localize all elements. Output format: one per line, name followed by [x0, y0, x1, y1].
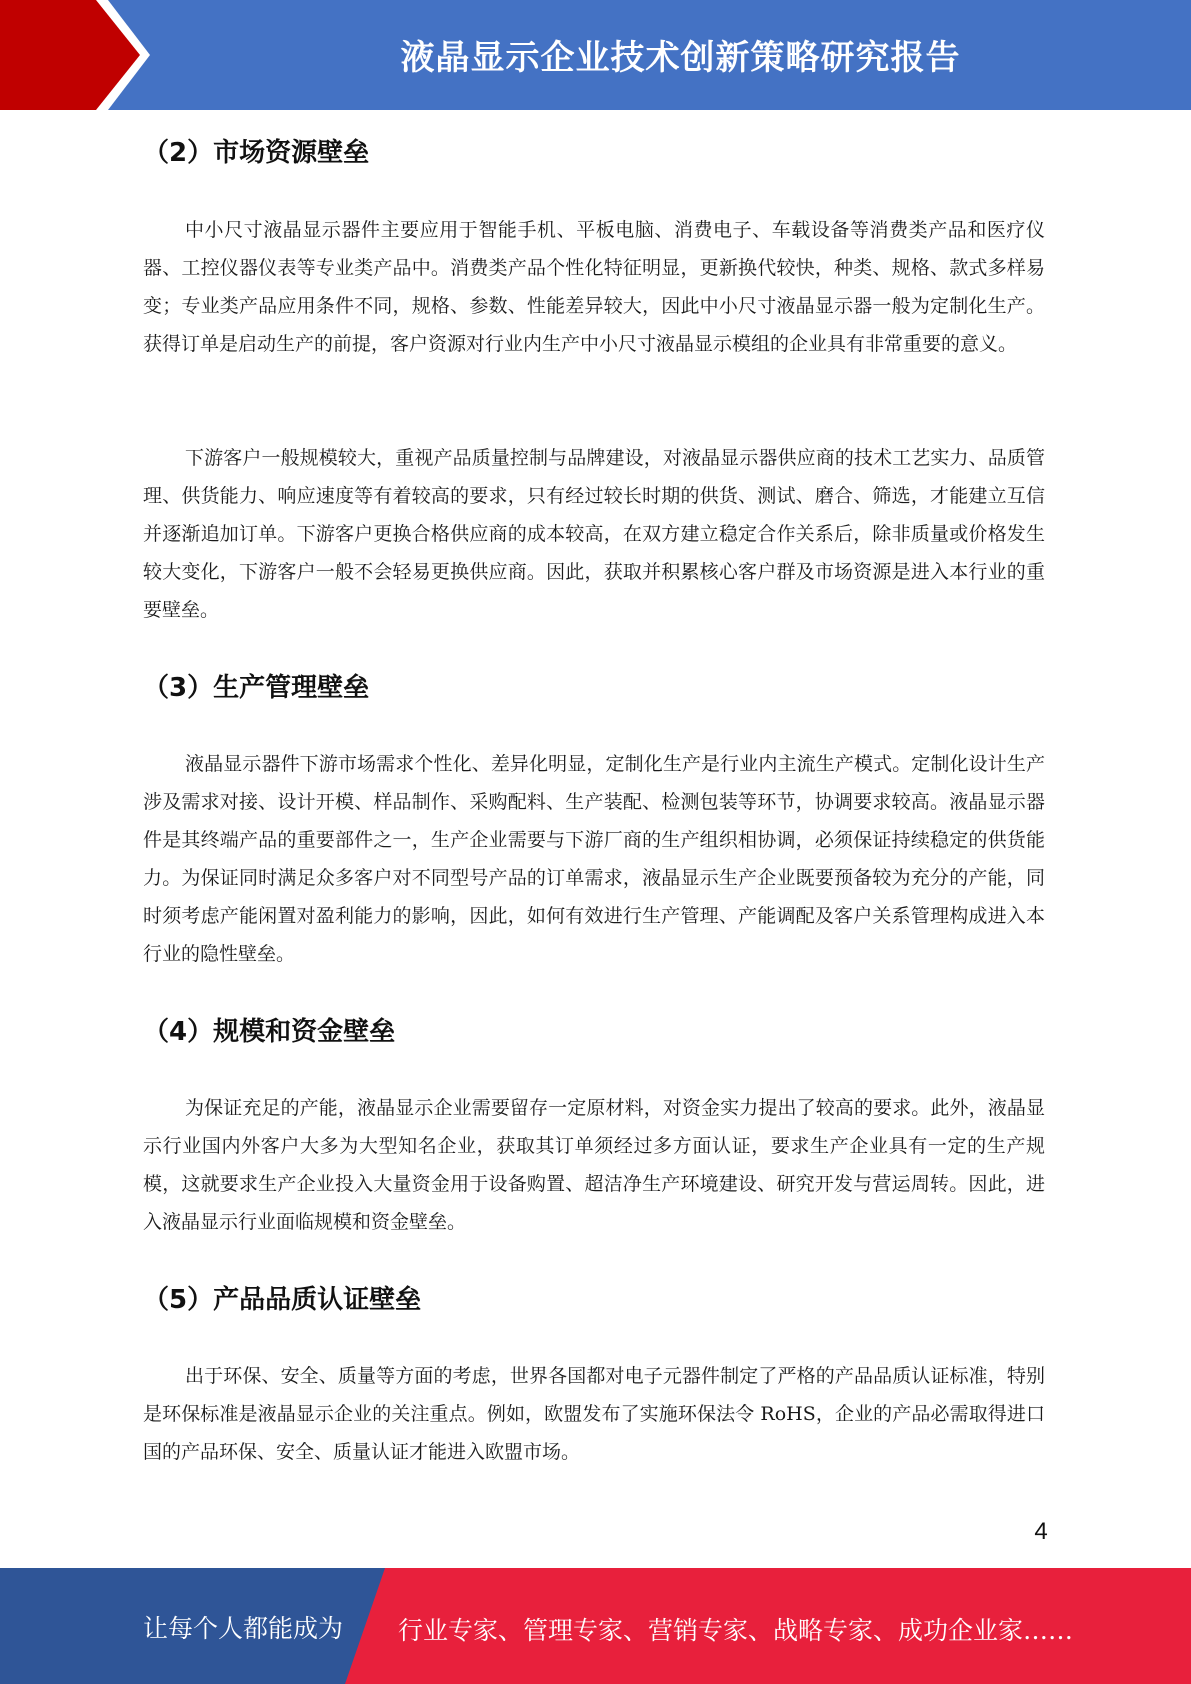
paragraph-certification-1: 出于环保、安全、质量等方面的考虑，世界各国都对电子元器件制定了严格的产品品质认证标准，特别是环保标准是液晶显示企业的关注重点。例如，欧盟发布了实施环保法令 RoHS，企业的产品必需取得进口国的产品环保、安全、质量认证才能进入欧盟市场。	[143, 1365, 1045, 1463]
section-heading-certification: （5）产品品质认证壁垒	[143, 1285, 422, 1315]
footer-slogan-left: 让每个人都能成为	[143, 1614, 344, 1643]
paragraph-production-1: 液晶显示器件下游市场需求个性化、差异化明显，定制化生产是行业内主流生产模式。定制化设计生产涉及需求对接、设计开模、样品制作、采购配料、生产装配、检测包装等环节，协调要求较高。液晶显示器件是其终端产品的重要部件之一，生产企业需要与下游厂商的生产组织相协调，必须保证持续稳定的供货能力。为保证同时满足众多客户对不同型号产品的订单需求，液晶显示生产企业既要预备较为充分的产能，同时须考虑产能闲置对盈利能力的影响，因此，如何有效进行生产管理、产能调配及客户关系管理构成进入本行业的隐性壁垒。	[143, 753, 1045, 965]
page-footer	[0, 1568, 1191, 1684]
section-heading-market: （2）市场资源壁垒	[143, 138, 370, 168]
page-header	[0, 0, 1191, 110]
paragraph-market-2: 下游客户一般规模较大，重视产品质量控制与品牌建设，对液晶显示器供应商的技术工艺实力、品质管理、供货能力、响应速度等有着较高的要求，只有经过较长时期的供货、测试、磨合、筛选，才能建立互信并逐渐追加订单。下游客户更换合格供应商的成本较高，在双方建立稳定合作关系后，除非质量或价格发生较大变化，下游客户一般不会轻易更换供应商。因此，获取并积累核心客户群及市场资源是进入本行业的重要壁垒。	[143, 447, 1045, 621]
footer-slogan-right: 行业专家、管理专家、营销专家、战略专家、成功企业家……	[398, 1616, 1074, 1645]
section-heading-production: （3）生产管理壁垒	[143, 673, 370, 703]
paragraph-scale-1: 为保证充足的产能，液晶显示企业需要留存一定原材料，对资金实力提出了较高的要求。此外，液晶显示行业国内外客户大多为大型知名企业，获取其订单须经过多方面认证，要求生产企业具有一定的生产规模，这就要求生产企业投入大量资金用于设备购置、超洁净生产环境建设、研究开发与营运周转。因此，进入液晶显示行业面临规模和资金壁垒。	[143, 1097, 1045, 1233]
section-heading-scale: （4）规模和资金壁垒	[143, 1017, 396, 1047]
header-title: 液晶显示企业技术创新策略研究报告	[400, 38, 961, 78]
paragraph-market-1: 中小尺寸液晶显示器件主要应用于智能手机、平板电脑、消费电子、车载设备等消费类产品和医疗仪器、工控仪器仪表等专业类产品中。消费类产品个性化特征明显，更新换代较快，种类、规格、款式多样易变；专业类产品应用条件不同，规格、参数、性能差异较大，因此中小尺寸液晶显示器一般为定制化生产。获得订单是启动生产的前提，客户资源对行业内生产中小尺寸液晶显示模组的企业具有非常重要的意义。	[143, 219, 1045, 355]
page-number: 4	[1034, 1518, 1048, 1545]
